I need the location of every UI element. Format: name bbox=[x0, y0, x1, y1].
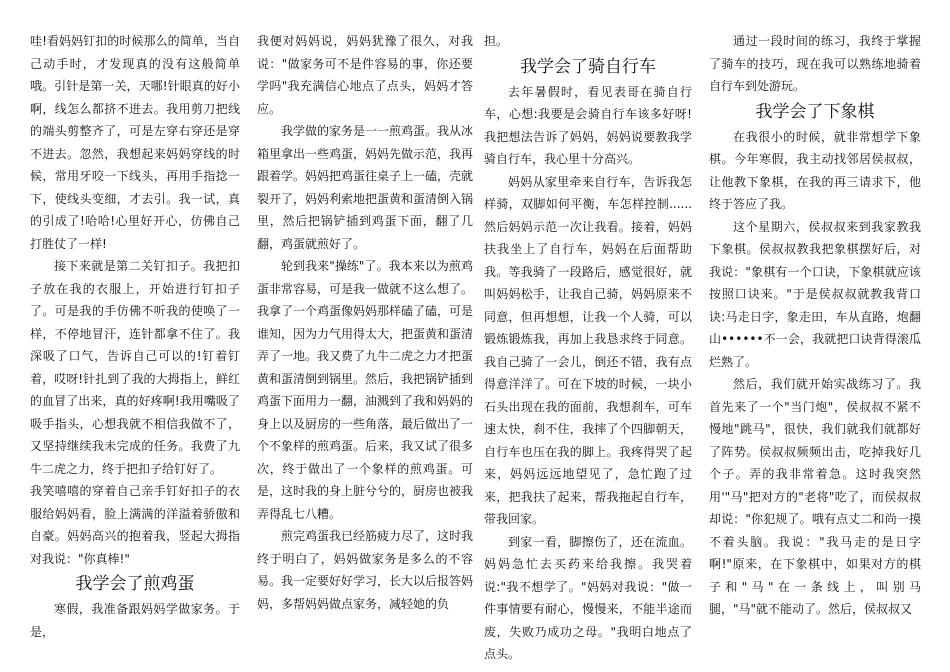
text-column-2 bbox=[257, 30, 473, 668]
paragraph: 煎完鸡蛋我已经筋疲力尽了，这时我终于明白了，妈妈做家务是多么的不容易。我一定要好好学习，长大以后报答妈妈，多帮妈妈做点家务，减轻她的负 bbox=[257, 529, 473, 611]
text-column-4 bbox=[709, 30, 921, 668]
paragraph: 到家一看，脚擦伤了，还在流血。妈妈急忙去买药来给我擦。我哭着说:"我不想学了。"妈妈对我说："做一件事情要有耐心，慢慢来，不能半途而废，失败乃成功之母。"我明白地点了点头。 bbox=[484, 534, 692, 661]
paragraph: 然后，我们就开始实战练习了。我首先来了一个"当门炮"，侯叔叔不紧不慢地"跳马"，很快，我们就我们就都好了阵势。侯叔叔频频出击，吃掉我好几个子。弄的我非常着急。这时我突然用'"马"把对方的"老将"吃了，而侯叔叔却说："你犯规了。哦有点丈二和尚一摸不着头脑。我说："我马走的是日字啊!"原来，在下象棋中，如果对方的棋子和"马"在一条线上，叫别马腿，"马"就不能动了。然后，侯叔叔又 bbox=[709, 377, 921, 616]
section-heading: 我学会了煎鸡蛋 bbox=[75, 574, 195, 594]
section-heading: 我学会了骑自行车 bbox=[520, 56, 656, 77]
paragraph: 去年暑假时，看见表哥在骑自行车，心想:我要是会骑自行车该多好呀!我把想法告诉了妈妈，妈妈说要教我学骑自行车，我心里十分高兴。 bbox=[484, 84, 692, 166]
paragraph: 我便对妈妈说，妈妈犹豫了很久，对我说："做家务可不是件容易的事，你还要学吗"我充满信心地点了点头，妈妈才答应。 bbox=[257, 34, 473, 116]
paragraph: 轮到我来"操练"了。我本来以为煎鸡蛋非常容易，可是我一做就不这么想了。我拿了一个鸡蛋像妈妈那样磕了磕，可是谁知，因为力气用得太大，把蛋黄和蛋清弄了一地。我又费了九牛二虎之力才把蛋黄和蛋清倒到锅里。然后，我把锅铲插到鸡蛋下面用力一翻，油溅到了我和妈妈的身上以及厨房的一些角落，最后做出了一个不象样的煎鸡蛋。后来，我又试了很多次，终于做出了一个象样的煎鸡蛋。可是，这时我的身上脏兮兮的，厨房也被我弄得乱七八糟。 bbox=[257, 259, 473, 521]
paragraph: 这个星期六，侯叔叔来到我家教我下象棋。侯叔叔教我把象棋摆好后，对我说："象棋有一个口诀，下象棋就应该按照口诀来。"于是侯叔叔就教我背口诀:马走日字，象走田，车从直路，炮翻山••••••不一会，我就把口诀背得滚瓜烂熟了。 bbox=[709, 219, 921, 369]
paragraph: 担。 bbox=[484, 34, 509, 48]
paragraph: 寒假，我准备跟妈妈学做家务。于是， bbox=[30, 602, 240, 639]
text-column-1 bbox=[30, 30, 240, 668]
paragraph: 通过一段时间的练习，我终于掌握了骑车的技巧，现在我可以熟练地骑着自行车到处游玩。 bbox=[709, 34, 921, 93]
paragraph: 接下来就是第二关钉扣子。我把扣子放在我的衣服上，开始进行钉扣子了。可是我的手仿佛不听我的使唤了一样，不停地冒汗，连针都拿不住了。我深吸了口气，告诉自己可以的!钉着钉着，哎呀!针扎到了我的大拇指上，鲜红的血冒了出来，真的好疼啊!我用嘴吸了吸手指头，心想我就不相信我做不了，又坚持继续我未完成的任务。我费了九牛二虎之力，终于把扣子给钉好了。 bbox=[30, 259, 240, 476]
section-heading: 我学会了下象棋 bbox=[755, 101, 875, 122]
paragraph: 哇!看妈妈钉扣的时候那么的简单，当自己动手时，才发现真的没有这般简单哦。引针是第一关，天哪!针眼真的好小啊，线怎么都挤不进去。我用剪刀把线的端头剪整齐了，可是左穿右穿还是穿不进去。忽然，我想起来妈妈穿线的时候，常用牙咬一下线头，再用手指捻一下，使线头变细，才去引。我一试，真的引成了!哈哈!心里好开心，仿佛自己打胜仗了一样! bbox=[30, 34, 240, 251]
paragraph: 在我很小的时候，就非常想学下象棋。今年寒假，我主动找邻居侯叔叔，让他教下象棋，在我的再三请求下，他终于答应了我。 bbox=[709, 129, 921, 211]
paragraph: 妈妈从家里牵来自行车，告诉我怎样骑，双脚如何平衡，车怎样控制......然后妈妈示范一次让我看。接着，妈妈扶我坐上了自行车，妈妈在后面帮助我。等我骑了一段路后，感觉很好，就叫妈妈松手，让我自己骑，妈妈原来不同意，但再想想，让我一个人骑，可以锻炼锻炼我，再加上我恳求终于同意。我自己骑了一会儿，倒还不错，我有点得意洋洋了。可在下坡的时候，一块小石头出现在我的面前，我想刹车，可车速太快，刹不住，我摔了个四脚朝天，自行车也压在我的脚上。我疼得哭了起来，妈妈远远地望见了，急忙跑了过来，把我扶了起来，帮我拖起自行车，带我回家。 bbox=[484, 174, 692, 526]
paragraph: 我学做的家务是一一煎鸡蛋。我从冰箱里拿出一些鸡蛋，妈妈先做示范，我再跟着学。妈妈把鸡蛋往桌子上一磕，壳就裂开了，妈妈利索地把蛋黄和蛋清倒入锅里，然后把锅铲插到鸡蛋下面，翻了几翻，鸡蛋就煎好了。 bbox=[257, 124, 473, 251]
text-column-3 bbox=[484, 30, 692, 668]
paragraph: 我笑嘻嘻的穿着自己亲手钉好扣子的衣服给妈妈看，脸上满满的洋溢着骄傲和自豪。妈妈高兴的抱着我，竖起大拇指对我说："你真棒!" bbox=[30, 484, 240, 566]
